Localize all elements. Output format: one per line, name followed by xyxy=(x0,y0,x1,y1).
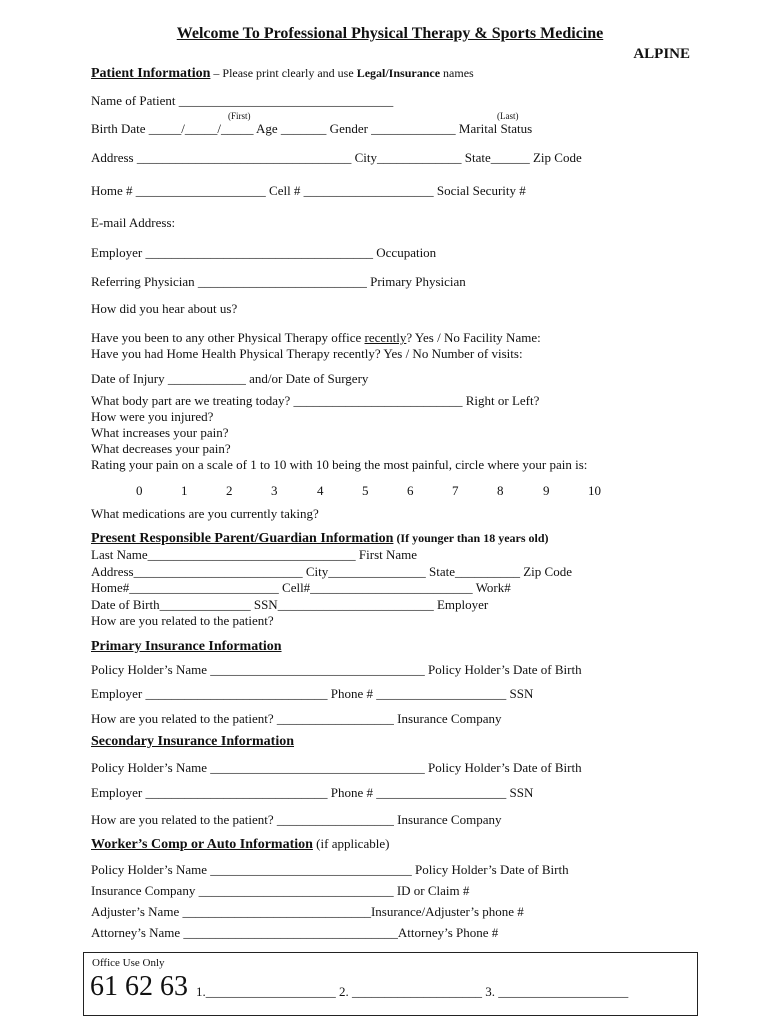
home-health-field[interactable]: Have you had Home Health Physical Therapy recently? Yes / No Number of visits: xyxy=(91,346,523,361)
referring-physician-field[interactable]: Referring Physician __________________________ Primary Physician xyxy=(91,274,466,289)
pain-scale-5[interactable]: 5 xyxy=(362,483,369,498)
pain-scale-3[interactable]: 3 xyxy=(271,483,278,498)
phone-field[interactable]: Home # ____________________ Cell # ____________________ Social Security # xyxy=(91,183,526,198)
pain-decrease-field[interactable]: What decreases your pain? xyxy=(91,441,231,456)
adjuster-field[interactable]: Adjuster’s Name _____________________________Insurance/Adjuster’s phone # xyxy=(91,904,524,919)
instruction-text: – Please print clearly and use xyxy=(210,66,357,80)
secondary-holder-field[interactable]: Policy Holder’s Name _________________________________ Policy Holder’s Date of Birth xyxy=(91,760,582,775)
primary-relation-field[interactable]: How are you related to the patient? __________________ Insurance Company xyxy=(91,711,502,726)
medications-field[interactable]: What medications are you currently taking? xyxy=(91,506,319,521)
body-part-field[interactable]: What body part are we treating today? __________________________ Right or Left? xyxy=(91,393,540,408)
attorney-field[interactable]: Attorney’s Name _________________________________Attorney’s Phone # xyxy=(91,925,499,940)
other-pt-office-field[interactable] xyxy=(91,330,691,346)
workers-comp-heading: Worker’s Comp or Auto Information xyxy=(91,837,313,852)
patient-info-heading-row xyxy=(91,65,691,82)
secondary-insurance-heading: Secondary Insurance Information xyxy=(91,734,295,749)
pain-scale-7[interactable]: 7 xyxy=(452,483,459,498)
pain-scale-8[interactable]: 8 xyxy=(497,483,504,498)
recently-text: recently xyxy=(364,330,407,345)
first-name-label: (First) xyxy=(228,111,251,121)
workers-comp-holder-field[interactable]: Policy Holder’s Name _______________________________ Policy Holder’s Date of Birth xyxy=(91,862,569,877)
secondary-insurance-heading-row xyxy=(91,733,691,750)
instruction-text-end: names xyxy=(440,66,474,80)
form-title: Welcome To Professional Physical Therapy & Sports Medicine xyxy=(176,25,604,42)
pain-scale-9[interactable]: 9 xyxy=(543,483,550,498)
referral-source-field[interactable]: How did you hear about us? xyxy=(91,301,238,316)
workers-comp-heading-row xyxy=(91,836,691,853)
pain-rating-instruction: Rating your pain on a scale of 1 to 10 with 10 being the most painful, circle where your pain is: xyxy=(91,457,588,472)
guardian-address-field[interactable]: Address__________________________ City_______________ State__________ Zip Code xyxy=(91,564,572,579)
office-use-label: Office Use Only xyxy=(92,957,165,969)
pain-scale-2[interactable]: 2 xyxy=(226,483,233,498)
office-use-lines[interactable]: 1.____________________ 2. ____________________ 3. ____________________ xyxy=(196,984,629,999)
pain-scale-6[interactable]: 6 xyxy=(407,483,414,498)
office-use-box xyxy=(83,952,698,1016)
guardian-relation-field[interactable]: How are you related to the patient? xyxy=(91,613,274,628)
primary-holder-field[interactable]: Policy Holder’s Name _________________________________ Policy Holder’s Date of Birth xyxy=(91,662,582,677)
instruction-bold: Legal/Insurance xyxy=(356,66,441,80)
primary-insurance-heading: Primary Insurance Information xyxy=(91,639,282,654)
birth-date-field[interactable]: Birth Date _____/_____/_____ Age _______ Gender _____________ Marital Status xyxy=(91,121,533,136)
office-use-codes: 61 62 63 xyxy=(90,971,188,1002)
secondary-relation-field[interactable]: How are you related to the patient? __________________ Insurance Company xyxy=(91,812,502,827)
guardian-phone-field[interactable]: Home#_______________________ Cell#_________________________ Work# xyxy=(91,580,511,595)
pain-scale-1[interactable]: 1 xyxy=(181,483,188,498)
location-label: ALPINE xyxy=(633,46,690,62)
guardian-heading: Present Responsible Parent/Guardian Information xyxy=(91,531,394,546)
employer-field[interactable]: Employer ___________________________________ Occupation xyxy=(91,245,437,260)
secondary-employer-field[interactable]: Employer ____________________________ Phone # ____________________ SSN xyxy=(91,785,534,800)
workers-comp-note: (if applicable) xyxy=(312,836,390,851)
guardian-note: (If younger than 18 years old) xyxy=(393,531,549,545)
guardian-dob-field[interactable]: Date of Birth______________ SSN________________________ Employer xyxy=(91,597,489,612)
other-pt-text: Have you been to any other Physical Therapy office xyxy=(91,330,365,345)
patient-name-field[interactable]: Name of Patient _________________________________ xyxy=(91,93,394,108)
pain-increase-field[interactable]: What increases your pain? xyxy=(91,425,229,440)
pain-scale-0[interactable]: 0 xyxy=(136,483,143,498)
primary-insurance-heading-row xyxy=(91,638,691,655)
pain-scale-10[interactable]: 10 xyxy=(588,483,601,498)
facility-name-text: ? Yes / No Facility Name: xyxy=(406,330,541,345)
address-field[interactable]: Address _________________________________ City_____________ State______ Zip Code xyxy=(91,150,582,165)
patient-info-heading: Patient Information xyxy=(91,66,211,81)
guardian-heading-row xyxy=(91,530,691,547)
email-field[interactable]: E-mail Address: xyxy=(91,215,176,230)
last-name-label: (Last) xyxy=(497,111,519,121)
injury-cause-field[interactable]: How were you injured? xyxy=(91,409,214,424)
injury-date-field[interactable]: Date of Injury ____________ and/or Date of Surgery xyxy=(91,371,369,386)
guardian-name-field[interactable]: Last Name________________________________ First Name xyxy=(91,547,418,562)
primary-employer-field[interactable]: Employer ____________________________ Phone # ____________________ SSN xyxy=(91,686,534,701)
workers-comp-company-field[interactable]: Insurance Company ______________________________ ID or Claim # xyxy=(91,883,470,898)
pain-scale-4[interactable]: 4 xyxy=(317,483,324,498)
